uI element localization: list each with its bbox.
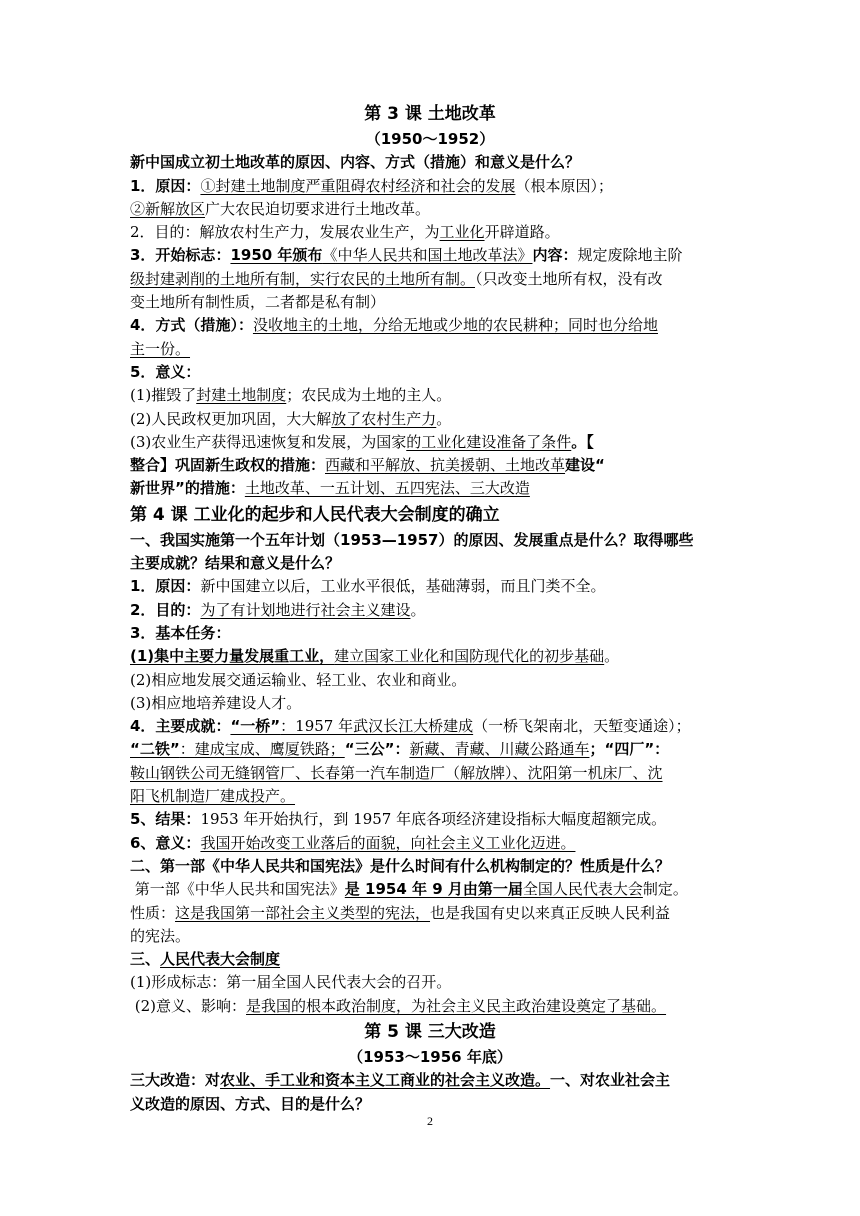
lesson5-period: （1953～1956 年底）	[348, 1047, 512, 1066]
cause-b1: ②新解放区	[130, 199, 206, 218]
page-number: 2	[427, 1114, 433, 1128]
sig-3b: 。【	[571, 432, 594, 451]
const-4: 制定。	[642, 880, 688, 899]
merge-3: 新世界”的措施：	[130, 479, 245, 498]
lesson3-method-line2	[130, 338, 730, 361]
lesson3-title: 第 3 课 土地改革	[364, 104, 496, 124]
intro-1: 三大改造：对	[130, 1071, 221, 1090]
lesson4-task-label: 3．基本任务：	[130, 623, 231, 642]
lesson4-constitution	[130, 878, 730, 901]
lesson4-task-2: (2)相应地发展交通运输业、轻工业、农业和商业。	[130, 670, 467, 689]
l4-goal: 为了有计划地进行社会主义建设	[200, 600, 411, 619]
npc-2b: 是我国的根本政治制度，为社会主义民主政治建设奠定了基础。	[246, 996, 667, 1015]
l4-goal-tail: 。	[410, 600, 426, 619]
ach-2d: 新藏、青藏、川藏公路通车	[409, 740, 590, 759]
start-label: 3．开始标志：	[130, 246, 231, 265]
sig-3a: (3)农业生产获得迅速恢复和发展，为国家	[130, 432, 407, 451]
start-law: 《中华人民共和国土地改革法》	[322, 246, 533, 265]
cause-a: ①封建土地制度严重阻碍农村经济和社会的发展	[200, 176, 516, 195]
lesson3-cause-line1	[130, 175, 730, 198]
result-label: 5、结果：	[130, 810, 201, 829]
start-content-2: 级封建剥削的土地所有制，实行农民的土地所有制。	[130, 269, 476, 288]
const-3: 全国人民代表大会	[522, 880, 643, 899]
lesson3-method-line1	[130, 314, 730, 337]
nature-1: 这是我国第一部社会主义类型的宪法，	[175, 903, 431, 922]
lesson3-merge-line2	[130, 477, 730, 500]
ach-4: 阳飞机制造厂建成投产。	[130, 787, 296, 806]
start-note-1: （只改变土地所有权，没有改	[475, 269, 663, 288]
start-content-1: 规定废除地主阶	[577, 246, 683, 265]
lesson4-q3	[130, 948, 730, 971]
ach-label: 4．主要成就：	[130, 717, 231, 736]
ach-2e: ；“四厂”：	[589, 740, 670, 759]
sig-1a: (1)摧毁了	[130, 386, 197, 405]
ach-1a: “一桥”	[230, 717, 281, 736]
sig-2b: 。	[436, 409, 452, 428]
nature-label: 性质：	[130, 903, 176, 922]
lesson4-ach-line2	[130, 738, 730, 761]
document-page	[130, 100, 730, 1116]
lesson3-start-line3: 变土地所有制性质，二者都是私有制）	[130, 293, 386, 312]
lesson3-start-line1	[130, 244, 730, 267]
sig-1u: 封建土地制度	[196, 386, 287, 405]
method-label: 4．方式（措施）：	[130, 316, 253, 335]
l4-cause: 新中国建立以后，工业水平很低，基础薄弱，而且门类不全。	[200, 577, 606, 596]
lesson4-ach-line4	[130, 785, 730, 808]
meaning-text: 我国开始改变工业落后的面貌，向社会主义工业化迈进。	[200, 833, 576, 852]
goal-tail: 开辟道路。	[484, 223, 560, 242]
lesson4-ach-line3	[130, 762, 730, 785]
lesson4-npc-1: (1)形成标志：第一届全国人民代表大会的召开。	[130, 973, 452, 992]
lesson4-nature-line2: 的宪法。	[130, 926, 191, 945]
lesson3-sig-2	[130, 408, 730, 431]
lesson4-result	[130, 808, 730, 831]
task-1b: 建立国家工业化和国防现代化的初步基础	[334, 647, 605, 666]
lesson3-sig-3	[130, 431, 730, 454]
lesson5-title: 第 5 课 三大改造	[364, 1021, 496, 1042]
goal-text: 2．目的：解放农村生产力，发展农业生产，为	[130, 223, 440, 242]
q3a: 三、	[130, 950, 161, 969]
cause-b2: 广大农民迫切要求进行土地改革。	[205, 199, 431, 218]
nature-2: 也是我国有史以来真正反映人民利益	[430, 903, 671, 922]
lesson4-task-1	[130, 645, 730, 668]
lesson3-start-line2	[130, 268, 730, 291]
lesson3-sig-label: 5．意义：	[130, 362, 201, 381]
cause-note: （根本原因）；	[515, 176, 613, 195]
merge-1: 整合】巩固新生政权的措施：	[130, 456, 326, 475]
lesson4-q2: 二、第一部《中华人民共和国宪法》是什么时间有什么机构制定的？性质是什么？	[130, 856, 671, 875]
ach-1b: ：1957 年武汉长江大桥建成	[280, 717, 474, 736]
merge-2: 建设“	[565, 456, 605, 475]
ach-2c: “三公”：	[344, 740, 410, 759]
l4-goal-label: 2．目的：	[130, 600, 201, 619]
lesson4-meaning	[130, 832, 730, 855]
ach-1c: （一桥飞架南北，天堑变通途）；	[473, 717, 691, 736]
result-text: 1953 年开始执行，到 1957 年底各项经济建设指标大幅度超额完成。	[200, 810, 667, 829]
const-2: 是 1954 年 9 月由第一届	[344, 880, 523, 899]
lesson3-period: （1950～1952）	[365, 130, 495, 148]
lesson4-q1-line2: 主要成就？结果和意义是什么？	[130, 554, 341, 573]
lesson3-merge-line1	[130, 454, 730, 477]
lesson4-cause	[130, 575, 730, 598]
intro-u: 农业、手工业和资本主义工商业的社会主义改造。	[220, 1071, 551, 1090]
lesson5-intro-line2: 义改造的原因、方式、目的是什么？	[130, 1094, 371, 1113]
lesson4-ach-line1	[130, 715, 730, 738]
sig-1b: ；农民成为土地的主人。	[286, 386, 452, 405]
lesson3-sig-1	[130, 384, 730, 407]
goal-underlined: 工业化	[439, 223, 485, 242]
lesson4-task-3: (3)相应地培养建设人才。	[130, 693, 302, 712]
sig-2a: (2)人民政权更加巩固，大大解	[130, 409, 332, 428]
ach-3: 鞍山钢铁公司无缝钢管厂、长春第一汽车制造厂（解放牌）、沈阳第一机床厂、沈	[130, 763, 663, 782]
lesson3-goal	[130, 221, 730, 244]
intro-2: 一、对农业社会主	[550, 1071, 671, 1090]
ach-2a: “二铁”	[130, 740, 180, 759]
sig-2u: 放了农村生产力	[331, 409, 437, 428]
method-2: 主一份。	[130, 339, 191, 358]
ach-2b: ：建成宝成、鹰厦铁路；	[179, 740, 345, 759]
lesson3-cause-line2	[130, 198, 730, 221]
method-1: 没收地主的土地，分给无地或少地的农民耕种；同时也分给地	[252, 316, 658, 335]
sig-3u: 的工业化建设准备了条件	[406, 432, 572, 451]
cause-label: 1．原因：	[130, 176, 201, 195]
npc-2a: (2)意义、影响：	[134, 996, 247, 1015]
task-1a: (1)集中主要力量发展重工业，	[130, 647, 335, 666]
lesson4-npc-2	[130, 995, 730, 1018]
merge-u2: 土地改革、一五计划、五四宪法、三大改造	[244, 479, 530, 498]
lesson5-intro-line1	[130, 1069, 730, 1092]
task-1c: 。	[604, 647, 620, 666]
lesson4-q1-line1: 一、我国实施第一个五年计划（1953—1957）的原因、发展重点是什么？取得哪些	[130, 530, 694, 549]
q3b: 人民代表大会制度	[160, 950, 281, 969]
meaning-label: 6、意义：	[130, 833, 201, 852]
lesson4-title: 第 4 课 工业化的起步和人民代表大会制度的确立	[130, 504, 500, 525]
start-content-label: 内容：	[532, 246, 578, 265]
const-1: 第一部《中华人民共和国宪法》	[134, 880, 345, 899]
start-year: 1950 年颁布	[230, 246, 323, 265]
lesson3-question: 新中国成立初土地改革的原因、内容、方式（措施）和意义是什么？	[130, 153, 581, 172]
lesson4-nature-line1	[130, 902, 730, 925]
l4-cause-label: 1．原因：	[130, 577, 201, 596]
lesson4-goal	[130, 599, 730, 622]
merge-u1: 西藏和平解放、抗美援朝、土地改革	[325, 456, 566, 475]
